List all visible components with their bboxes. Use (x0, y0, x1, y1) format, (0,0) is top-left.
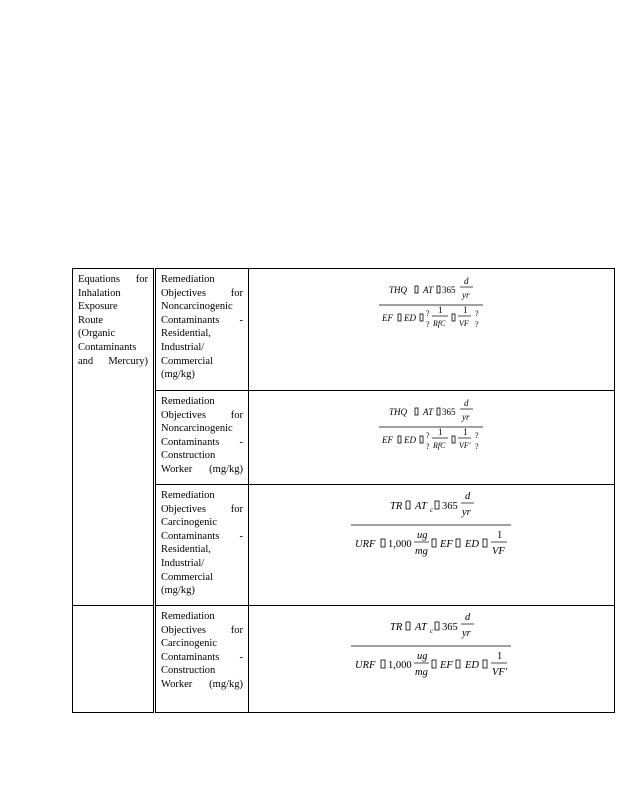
row-label-cell (155, 391, 249, 485)
svg-text:?: ? (426, 320, 430, 329)
svg-text:c: c (430, 627, 434, 635)
formula-cell (249, 606, 615, 713)
equations-table (72, 268, 615, 713)
row-label: Remediation Objectives for Carcinogenic Contaminants - Construction Worker (mg/kg) (161, 611, 243, 690)
svg-text:URF: URF (355, 660, 376, 671)
carcinogenic-construction-formula (249, 606, 615, 707)
svg-text:365: 365 (442, 622, 458, 633)
row-label: Remediation Objectives for Noncarcinogenic Contaminants - Residential, Industrial/ Commercial (mg/kg) (161, 274, 243, 381)
svg-text:?: ? (426, 431, 430, 440)
svg-text:mg: mg (415, 667, 428, 678)
svg-text:1,000: 1,000 (388, 660, 412, 671)
formula-cell (249, 391, 615, 485)
svg-text:1: 1 (497, 651, 503, 662)
formula-cell (249, 485, 615, 606)
svg-text:EF: EF (382, 313, 393, 323)
svg-text:yr: yr (462, 412, 470, 422)
svg-text:EF: EF (440, 539, 453, 550)
svg-text:VF': VF' (492, 667, 508, 678)
svg-text:?: ? (426, 309, 430, 318)
svg-text:?: ? (475, 442, 479, 451)
svg-text:TR: TR (390, 622, 403, 633)
svg-text:1: 1 (438, 427, 443, 437)
svg-text:c: c (430, 506, 434, 514)
svg-text:VF: VF (492, 546, 505, 557)
svg-text:VF: VF (459, 319, 469, 328)
svg-text:365: 365 (442, 407, 456, 417)
svg-text:AT: AT (415, 501, 427, 512)
svg-text:1: 1 (438, 305, 443, 315)
svg-text:?: ? (475, 431, 479, 440)
row-header-text: Equations for Inhalation Exposure Route (Organic Contaminants and Mercury) (78, 274, 148, 367)
row-label-cell (155, 485, 249, 606)
svg-text:mg: mg (415, 546, 428, 557)
carcinogenic-residential-formula (249, 485, 615, 600)
svg-text:RfC: RfC (433, 441, 446, 450)
svg-text:1: 1 (463, 305, 468, 315)
svg-text:AT: AT (415, 622, 427, 633)
svg-text:TR: TR (390, 501, 403, 512)
svg-text:ED: ED (404, 313, 416, 323)
svg-text:yr: yr (462, 507, 471, 518)
formula-cell (249, 269, 615, 391)
svg-text:?: ? (475, 320, 479, 329)
svg-text:ED: ED (465, 660, 479, 671)
svg-text:THQ: THQ (389, 407, 408, 417)
svg-text:1,000: 1,000 (388, 539, 412, 550)
svg-text:VF': VF' (459, 441, 471, 450)
row-label: Remediation Objectives for Noncarcinogenic Contaminants - Construction Worker (mg/kg) (161, 396, 243, 475)
svg-text:EF: EF (440, 660, 453, 671)
svg-text:ug: ug (417, 530, 428, 541)
svg-text:AT: AT (423, 407, 434, 417)
noncarcinogenic-residential-formula (249, 269, 615, 385)
svg-text:ED: ED (465, 539, 479, 550)
svg-text:365: 365 (442, 285, 456, 295)
noncarcinogenic-construction-formula (249, 391, 615, 479)
svg-text:ug: ug (417, 651, 428, 662)
svg-text:yr: yr (462, 628, 471, 639)
svg-text:THQ: THQ (389, 285, 408, 295)
svg-text:?: ? (475, 309, 479, 318)
svg-text:d: d (464, 398, 469, 408)
svg-text:ED: ED (404, 435, 416, 445)
empty-header-cell (73, 606, 155, 713)
svg-text:d: d (464, 276, 469, 286)
svg-text:365: 365 (442, 501, 458, 512)
svg-text:yr: yr (462, 290, 470, 300)
row-label-cell (155, 606, 249, 713)
row-label-cell (155, 269, 249, 391)
svg-text:EF: EF (382, 435, 393, 445)
svg-text:RfC: RfC (433, 319, 446, 328)
svg-text:1: 1 (497, 530, 503, 541)
svg-text:?: ? (426, 442, 430, 451)
svg-text:URF: URF (355, 539, 376, 550)
row-label: Remediation Objectives for Carcinogenic Contaminants - Residential, Industrial/ Commercial (mg/kg) (161, 490, 243, 597)
svg-text:AT: AT (423, 285, 434, 295)
svg-text:d: d (465, 612, 471, 623)
svg-text:1: 1 (463, 427, 468, 437)
svg-text:d: d (465, 491, 471, 502)
row-header-cell (73, 269, 155, 606)
